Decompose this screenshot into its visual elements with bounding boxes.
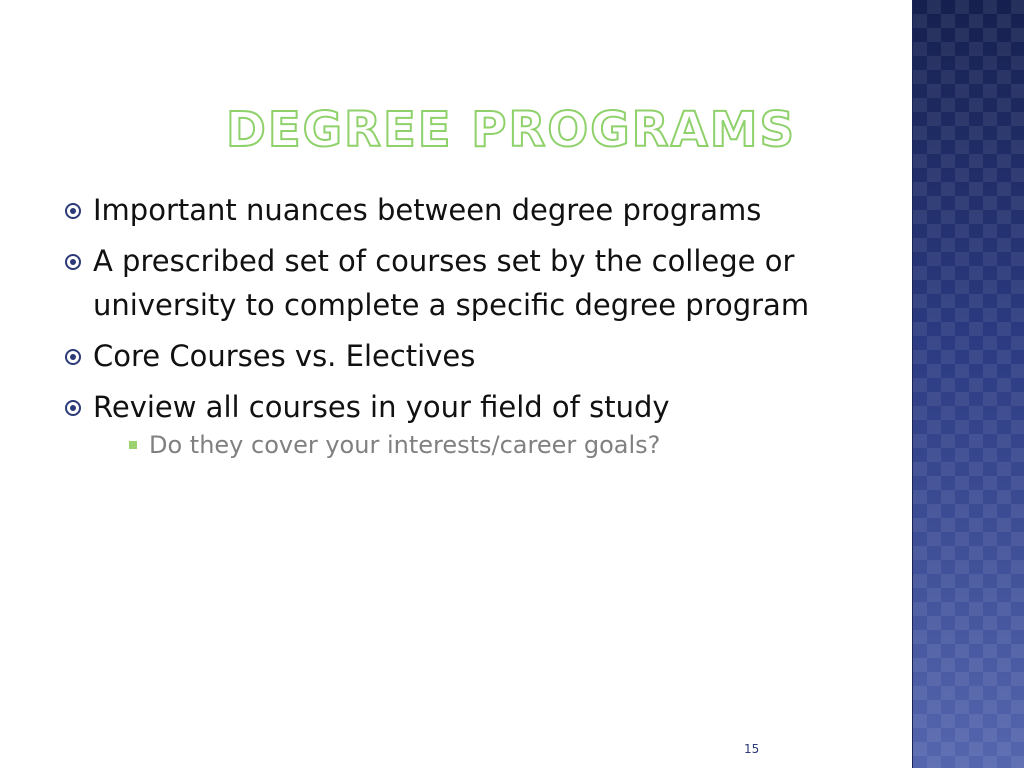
circle-bullet-icon xyxy=(65,254,81,270)
circle-bullet-icon xyxy=(65,349,81,365)
bullet-item xyxy=(62,334,862,378)
sub-bullet-item xyxy=(127,427,862,463)
bullet-item xyxy=(62,385,862,463)
bullet-text: Core Courses vs. Electives xyxy=(93,339,476,373)
slide-title: DEGREE PROGRAMS xyxy=(226,102,797,158)
bullet-text: Important nuances between degree programs xyxy=(93,193,762,227)
circle-bullet-icon xyxy=(65,203,81,219)
bullet-item xyxy=(62,188,862,232)
bullet-item xyxy=(62,239,862,327)
page-number: 15 xyxy=(744,742,760,756)
circle-bullet-icon xyxy=(65,400,81,416)
bullet-list xyxy=(62,188,862,470)
sub-bullet-text: Do they cover your interests/career goals? xyxy=(149,431,661,459)
square-bullet-icon xyxy=(129,441,137,449)
bullet-text: A prescribed set of courses set by the college or university to complete a specific degree program xyxy=(93,244,810,322)
bullet-text: Review all courses in your field of study xyxy=(93,390,670,424)
decorative-side-band xyxy=(912,0,1024,768)
